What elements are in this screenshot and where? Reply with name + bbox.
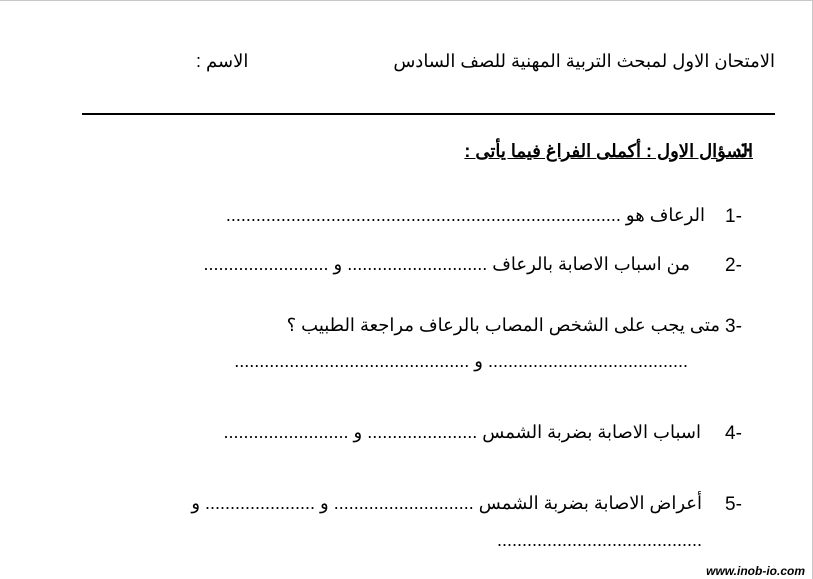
item-text: متى يجب على الشخص المصاب بالرعاف مراجعة الطبيب ؟	[286, 315, 720, 335]
item-number: 3-	[725, 316, 742, 337]
site-watermark: www.inob-io.com	[706, 564, 805, 578]
item-text: من اسباب الاصابة بالرعاف ............................ و .........................	[203, 254, 690, 274]
item-number: 1-	[725, 206, 742, 227]
item-answer-line: ........................................ و ...............................................	[234, 351, 688, 371]
item-text: اسباب الاصابة بضربة الشمس ...................... و .........................	[223, 422, 701, 442]
item-text: أعراض الاصابة بضربة الشمس ............................ و ...................... و	[191, 493, 702, 513]
header-divider	[82, 113, 775, 115]
item-answer-line: .........................................	[496, 530, 702, 550]
item-text: الرعاف هو ...............................................................................	[225, 205, 705, 225]
question-heading: السؤال الاول : أكملى الفراغ فيما يأتى :	[464, 141, 753, 161]
item-number: 5-	[725, 494, 742, 515]
name-field-label: الاسم :	[196, 51, 249, 71]
exam-title: الامتحان الاول لمبحث التربية المهنية للصف السادس	[393, 51, 775, 71]
item-number: 4-	[725, 423, 742, 444]
item-number: 2-	[725, 255, 742, 276]
page-top-border	[0, 0, 813, 1]
